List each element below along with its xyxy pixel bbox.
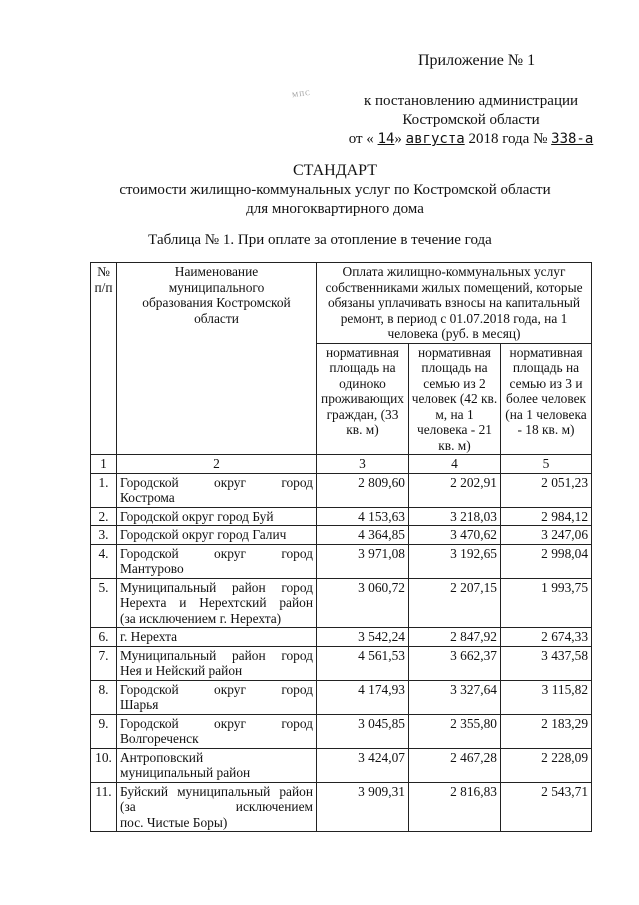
row-name-line-1: Муниципальный район город Нерехта и Нерехтский район [120, 579, 313, 610]
row-name-line-2: Кострома [120, 490, 175, 505]
row-name [117, 748, 317, 782]
row-name [117, 646, 317, 680]
row-value-three: 2 984,12 [501, 507, 592, 526]
header-sub-three: нормативная площадь на семью из 3 и более человек (на 1 человека - 18 кв. м) [501, 343, 592, 455]
appendix-label: Приложение № 1 [418, 52, 536, 69]
table-row [91, 646, 592, 680]
decree-mid: » [394, 131, 402, 147]
row-name-line-2: (за исключением г. Нерехта) [120, 610, 282, 626]
row-number: 5. [91, 578, 117, 628]
row-name-line-2: муниципальный район [120, 765, 251, 780]
row-name-line-1: Городской округ город [120, 681, 313, 697]
row-value-three: 3 247,06 [501, 526, 592, 545]
row-name-line-2: Шарья [120, 697, 159, 712]
row-value-two: 3 192,65 [409, 544, 501, 578]
row-value-single: 4 153,63 [317, 507, 409, 526]
document-subtitle [80, 181, 590, 219]
row-value-single: 4 174,93 [317, 680, 409, 714]
row-number: 10. [91, 748, 117, 782]
row-name-line-1: Буйский муниципальный район (за исключением [120, 783, 313, 814]
document-title: СТАНДАРТ [292, 162, 378, 179]
subtitle-line-2: для многоквартирного дома [246, 201, 424, 217]
row-value-single: 2 809,60 [317, 473, 409, 507]
row-value-single: 4 364,85 [317, 526, 409, 545]
row-value-two: 2 816,83 [409, 782, 501, 832]
table-row [91, 748, 592, 782]
decree-line-3 [340, 130, 602, 149]
table-row [91, 680, 592, 714]
row-value-two: 2 355,80 [409, 714, 501, 748]
row-value-single: 3 424,07 [317, 748, 409, 782]
row-value-single: 4 561,53 [317, 646, 409, 680]
row-value-three: 2 228,09 [501, 748, 592, 782]
row-value-three: 1 993,75 [501, 578, 592, 628]
row-name-line-1: Городской округ город [120, 545, 313, 561]
row-value-three: 3 437,58 [501, 646, 592, 680]
table-header-row [91, 263, 592, 344]
row-name [117, 526, 317, 545]
row-name-line-1: Городской округ город Галич [120, 527, 287, 542]
row-value-two: 2 202,91 [409, 473, 501, 507]
table-row [91, 526, 592, 545]
row-value-single: 3 909,31 [317, 782, 409, 832]
header-payment: Оплата жилищно-коммунальных услуг собственниками жилых помещений, которые обязаны уплачивать взносы на капитальный ремонт, в период с 01.07.2018 года, на 1 человека (руб. в месяц) [317, 263, 592, 344]
row-name [117, 473, 317, 507]
decree-day: 14 [377, 131, 395, 147]
row-number: 11. [91, 782, 117, 832]
header-sub-two: нормативная площадь на семью из 2 человек (42 кв. м, на 1 человека - 21 кв. м) [409, 343, 501, 455]
header-name: Наименование муниципального образования Костромской области [117, 263, 317, 455]
row-name-line-2: Мантурово [120, 561, 184, 576]
row-name-line-2: пос. Чистые Боры) [120, 814, 228, 830]
subtitle-line-1: стоимости жилищно-коммунальных услуг по Костромской области [119, 182, 551, 198]
row-number: 1. [91, 473, 117, 507]
row-value-three: 2 674,33 [501, 628, 592, 647]
row-number: 2. [91, 507, 117, 526]
table-row [91, 507, 592, 526]
colnum-3: 3 [317, 455, 409, 474]
table-row [91, 544, 592, 578]
row-name-line-1: г. Нерехта [120, 629, 178, 644]
row-number: 3. [91, 526, 117, 545]
colnum-5: 5 [501, 455, 592, 474]
cost-table [90, 262, 592, 832]
decree-reference [340, 92, 602, 149]
row-number: 4. [91, 544, 117, 578]
table-row [91, 578, 592, 628]
row-value-two: 2 207,15 [409, 578, 501, 628]
row-value-two: 3 662,37 [409, 646, 501, 680]
row-value-two: 3 218,03 [409, 507, 501, 526]
row-value-two: 2 847,92 [409, 628, 501, 647]
row-name [117, 680, 317, 714]
row-name [117, 714, 317, 748]
decree-line-1: к постановлению администрации [363, 93, 579, 109]
row-name-line-1: Городской округ город [120, 474, 313, 490]
table-row [91, 782, 592, 832]
row-value-three: 2 998,04 [501, 544, 592, 578]
row-name-line-1: Городской округ город Буй [120, 508, 274, 524]
table-row [91, 714, 592, 748]
table-row [91, 473, 592, 507]
decree-number: 338-а [551, 131, 594, 147]
row-name [117, 507, 317, 526]
row-value-two: 3 470,62 [409, 526, 501, 545]
row-name-line-1: Муниципальный район город [120, 647, 313, 663]
column-number-row [91, 455, 592, 474]
row-number: 7. [91, 646, 117, 680]
row-value-two: 3 327,64 [409, 680, 501, 714]
row-number: 8. [91, 680, 117, 714]
row-value-three: 3 115,82 [501, 680, 592, 714]
decree-year: 2018 года № [468, 131, 548, 147]
header-no: № п/п [91, 263, 117, 455]
row-value-three: 2 183,29 [501, 714, 592, 748]
row-value-single: 3 060,72 [317, 578, 409, 628]
row-value-single: 3 045,85 [317, 714, 409, 748]
decree-month: августа [405, 131, 465, 147]
row-name [117, 544, 317, 578]
row-value-single: 3 542,24 [317, 628, 409, 647]
row-name-line-2: Нея и Нейский район [120, 663, 243, 678]
row-value-three: 2 051,23 [501, 473, 592, 507]
colnum-1: 1 [91, 455, 117, 474]
row-value-three: 2 543,71 [501, 782, 592, 832]
row-name-line-1: Городской округ город [120, 715, 313, 731]
row-name-line-2: Волгореченск [120, 731, 199, 746]
stamp-mark: МПС [291, 88, 312, 100]
row-name [117, 578, 317, 628]
row-number: 6. [91, 628, 117, 647]
row-name [117, 628, 317, 647]
table-row [91, 628, 592, 647]
row-name [117, 782, 317, 832]
colnum-2: 2 [117, 455, 317, 474]
decree-prefix: от « [348, 131, 374, 147]
row-value-two: 2 467,28 [409, 748, 501, 782]
table-caption: Таблица № 1. При оплате за отопление в течение года [148, 232, 492, 248]
row-number: 9. [91, 714, 117, 748]
colnum-4: 4 [409, 455, 501, 474]
row-value-single: 3 971,08 [317, 544, 409, 578]
decree-line-2: Костромской области [402, 112, 540, 128]
header-sub-single: нормативная площадь на одиноко проживающих граждан, (33 кв. м) [317, 343, 409, 455]
row-name-line-1: Антроповский [120, 749, 204, 765]
